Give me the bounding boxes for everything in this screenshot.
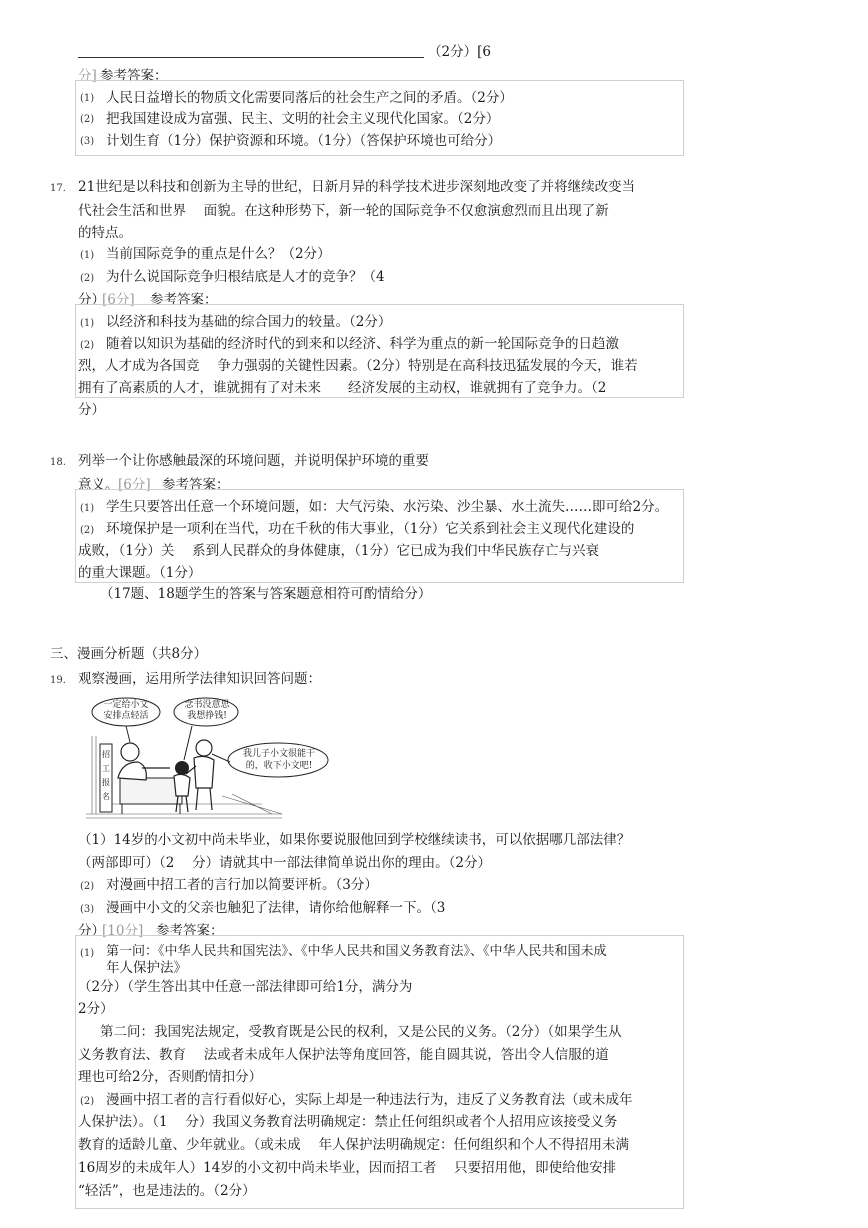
- answer-16-line-1: 人民日益增长的物质文化需要同落后的社会生产之间的矛盾。（2分）: [106, 90, 513, 106]
- answer-19-line-4: 第二问：我国宪法规定，受教育既是公民的权利，又是公民的义务。（2分）（如果学生从: [100, 1024, 622, 1040]
- q19-score-tag: [10分]: [102, 923, 144, 939]
- answer-17-line-3: 烈，人才成为各国竞 争力强弱的关键性因素。（2分）特别是在高科技迅猛发展的今天，谁若: [78, 358, 638, 374]
- item-number: (3): [80, 136, 95, 147]
- answer-17-line-4: 拥有了高素质的人才，谁就拥有了对未来 经济发展的主动权，谁就拥有了竞争力。（2: [78, 380, 607, 396]
- speech-bubble-father: 我儿子小文很能干的，收下小文吧!: [242, 749, 315, 771]
- score-tail: （2分）[6: [428, 44, 491, 60]
- answer-16-line-3: 计划生育（1分）保护资源和环境。（1分）（答保护环境也可给分）: [106, 133, 502, 149]
- q19-sub-1b: （两部即可）（2 分）请就其中一部法律简单说出你的理由。（2分）: [78, 855, 491, 871]
- q17-line-1: 21世纪是以科技和创新为主导的世纪，日新月异的科学技术进步深刻地改变了并将继续改变当: [78, 179, 636, 195]
- answer-19-line-6: 理也可给2分，否则酌情扣分）: [78, 1069, 263, 1085]
- item-number: (2): [80, 881, 95, 892]
- answer-17-line-5: 分）: [78, 402, 105, 418]
- question-number-19: 19.: [50, 675, 66, 686]
- recruitment-sign: 招工报名: [102, 750, 110, 801]
- answer-17-line-2: 随着以知识为基础的经济时代的到来和以经济、科学为重点的新一轮国际竞争的日趋激: [106, 336, 619, 352]
- answer-19-line-10: 16周岁的未成年人）14岁的小文初中尚未毕业，因而招工者 只要招用他，即使给他安排: [78, 1160, 617, 1176]
- answer-19-line-1: 第一问：《中华人民共和国宪法》、《中华人民共和国义务教育法》、《中华人民共和国未成: [106, 944, 607, 959]
- q18-line-2: 意义。: [78, 477, 119, 493]
- q19-sub-3: 漫画中小文的父亲也触犯了法律，请你给他解释一下。（3: [106, 900, 446, 916]
- answer-label: 参考答案：: [156, 923, 224, 939]
- answer-19-line-2: （2分）（学生答出其中任意一部法律即可给1分，满分为: [78, 979, 413, 995]
- q17-sub-2: 为什么说国际竞争归根结底是人才的竞争？（4: [106, 269, 385, 285]
- item-number: (1): [80, 93, 95, 104]
- q19-line-1: 观察漫画，运用所学法律知识回答问题：: [78, 671, 321, 687]
- speech-bubble-boy: 念书没意思我想挣钱!: [184, 700, 230, 721]
- q17-score: 分）: [78, 292, 105, 308]
- item-number: (2): [80, 525, 95, 536]
- answer-17-line-1: 以经济和科技为基础的综合国力的较量。（2分）: [106, 314, 392, 330]
- q18-score-tag: [6分]: [118, 477, 151, 493]
- item-number: (2): [80, 114, 95, 125]
- question-number-18: 18.: [50, 457, 66, 468]
- answer-19-line-1b: 年人保护法》: [106, 960, 187, 976]
- answer-19-line-9: 教育的适龄儿童、少年就业。（或未成 年人保护法明确规定：任何组织和个人不得招用未满: [78, 1137, 630, 1153]
- answer-19-line-11: “轻活”，也是违法的。（2分）: [78, 1183, 256, 1199]
- section-title: 三、漫画分析题（共8分）: [50, 646, 208, 662]
- answer-18-line-1: 学生只要答出任意一个环境问题，如：大气污染、水污染、沙尘暴、水土流失……即可给2分。: [106, 499, 669, 515]
- q17-line-3: 的特点。: [78, 225, 132, 241]
- answer-label: 参考答案：: [100, 68, 168, 84]
- answer-19-line-7: 漫画中招工者的言行看似好心，实际上却是一种违法行为，违反了义务教育法（或未成年: [106, 1092, 633, 1108]
- item-number: (1): [80, 503, 95, 514]
- item-number: (1): [80, 948, 95, 959]
- score-cont: 分]: [78, 68, 97, 84]
- q17-sub-1: 当前国际竞争的重点是什么？（2分）: [106, 246, 331, 262]
- item-number: (2): [80, 1096, 95, 1107]
- answer-18-line-4: 的重大课题。（1分）: [78, 565, 202, 581]
- answer-16-line-2: 把我国建设成为富强、民主、文明的社会主义现代化国家。（2分）: [106, 111, 500, 127]
- q17-score-tag: [6分]: [102, 292, 135, 308]
- q17-line-2: 代社会生活和世界 面貌。在这种形势下，新一轮的国际竞争不仅愈演愈烈而且出现了新: [78, 203, 609, 219]
- item-number: (2): [80, 273, 95, 284]
- answer-label: 参考答案：: [150, 292, 218, 308]
- q18-line-1: 列举一个让你感触最深的环境问题，并说明保护环境的重要: [78, 453, 429, 469]
- item-number: (3): [80, 904, 95, 915]
- answer-18-line-2: 环境保护是一项利在当代，功在千秋的伟大事业，（1分）它关系到社会主义现代化建设的: [106, 521, 635, 537]
- question-number-17: 17.: [50, 183, 66, 194]
- answer-label: 参考答案：: [162, 477, 230, 493]
- item-number: (1): [80, 250, 95, 261]
- q19-sub-2: 对漫画中招工者的言行加以简要评析。（3分）: [106, 877, 378, 893]
- answer-19-line-8: 人保护法）。（1 分）我国义务教育法明确规定：禁止任何组织或者个人招用应该接受义务: [78, 1114, 618, 1130]
- answer-19-line-5: 义务教育法、教育 法或者未成年人保护法等角度回答，能自圆其说，答出令人信服的道: [78, 1047, 609, 1063]
- item-number: (2): [80, 340, 95, 351]
- comic-illustration: [82, 696, 332, 820]
- q19-sub-1: （1）14岁的小文初中尚未毕业，如果你要说服他回到学校继续读书，可以依据哪几部法律？: [78, 832, 631, 848]
- answer-18-line-3: 成败，（1分）关 系到人民群众的身体健康，（1分）它已成为我们中华民族存亡与兴衰: [78, 543, 599, 559]
- item-number: (1): [80, 318, 95, 329]
- grading-note: （17题、18题学生的答案与答案题意相符可酌情给分）: [100, 586, 432, 602]
- q19-score: 分）: [78, 923, 105, 939]
- answer-19-line-3: 2分）: [78, 1001, 114, 1017]
- speech-bubble-recruiter: 一定给小文安排点轻活: [103, 700, 149, 721]
- answer-blank-line: [78, 57, 424, 58]
